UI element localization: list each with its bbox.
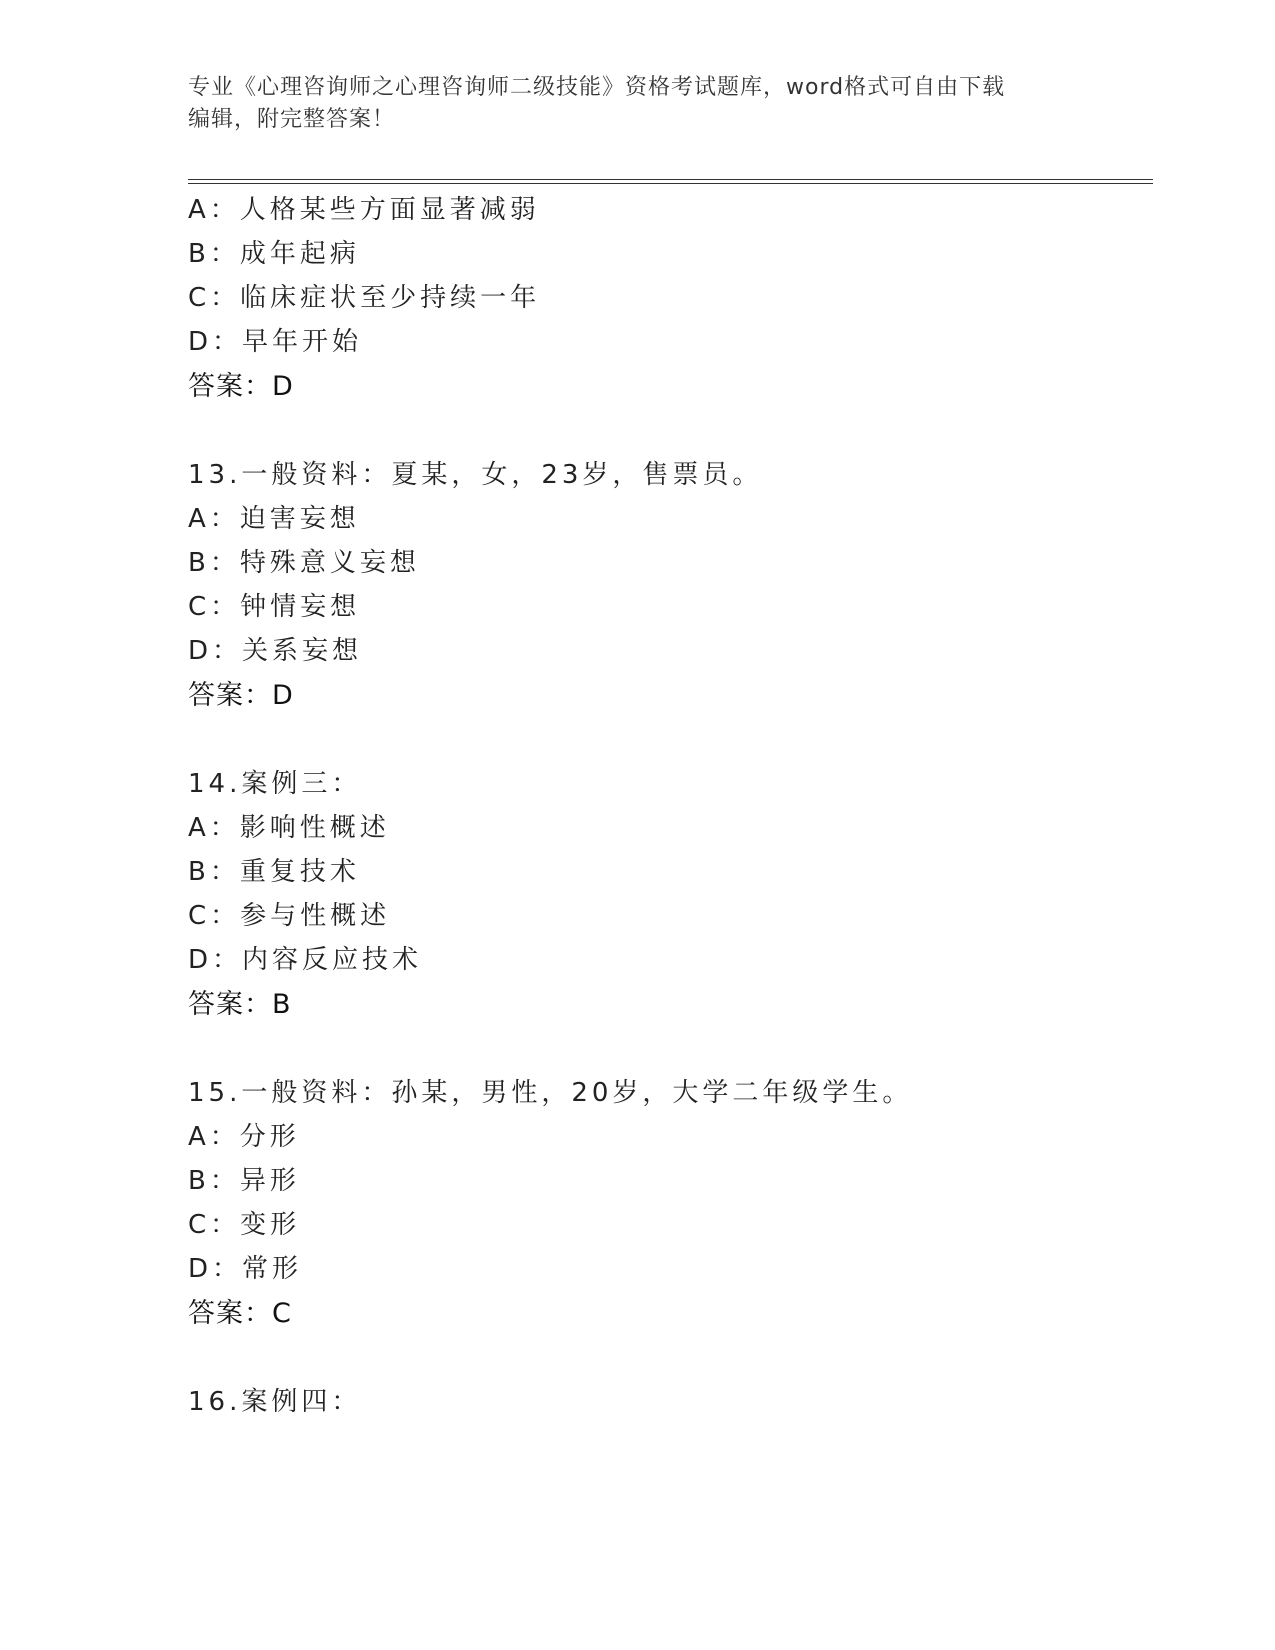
q16-stem: 16.案例四： <box>188 1387 362 1417</box>
q12-answer: 答案：D <box>188 371 294 402</box>
header-line-1: 专业《心理咨询师之心理咨询师二级技能》资格考试题库，word格式可自由下载 <box>188 75 1006 100</box>
q15-option-a: A：分形 <box>188 1122 300 1152</box>
q13-option-a: A：迫害妄想 <box>188 504 360 534</box>
q15-option-d: D：常形 <box>188 1254 303 1284</box>
q14-option-a: A：影响性概述 <box>188 813 390 843</box>
q13-option-c: C：钟情妄想 <box>188 592 361 622</box>
q14-option-d: D：内容反应技术 <box>188 945 423 975</box>
q15-stem: 15.一般资料：孙某，男性，20岁，大学二年级学生。 <box>188 1078 913 1108</box>
q13-option-b: B：特殊意义妄想 <box>188 548 420 578</box>
q13-stem: 13.一般资料：夏某，女，23岁，售票员。 <box>188 460 763 490</box>
q12-option-b: B：成年起病 <box>188 239 360 269</box>
q15-option-b: B：异形 <box>188 1166 300 1196</box>
document-header <box>188 72 1088 136</box>
header-divider-bottom <box>188 183 1153 184</box>
q15-answer: 答案：C <box>188 1298 292 1329</box>
q14-option-c: C：参与性概述 <box>188 901 391 931</box>
q14-stem: 14.案例三： <box>188 769 362 799</box>
q13-option-d: D：关系妄想 <box>188 636 363 666</box>
q12-option-a: A：人格某些方面显著减弱 <box>188 195 540 225</box>
q12-option-c: C：临床症状至少持续一年 <box>188 283 541 313</box>
q12-option-d: D：早年开始 <box>188 327 363 357</box>
q15-option-c: C：变形 <box>188 1210 301 1240</box>
header-divider-top <box>188 179 1153 180</box>
q13-answer: 答案：D <box>188 680 294 711</box>
q14-option-b: B：重复技术 <box>188 857 360 887</box>
header-line-2: 编辑，附完整答案！ <box>188 107 396 132</box>
q14-answer: 答案：B <box>188 989 292 1020</box>
